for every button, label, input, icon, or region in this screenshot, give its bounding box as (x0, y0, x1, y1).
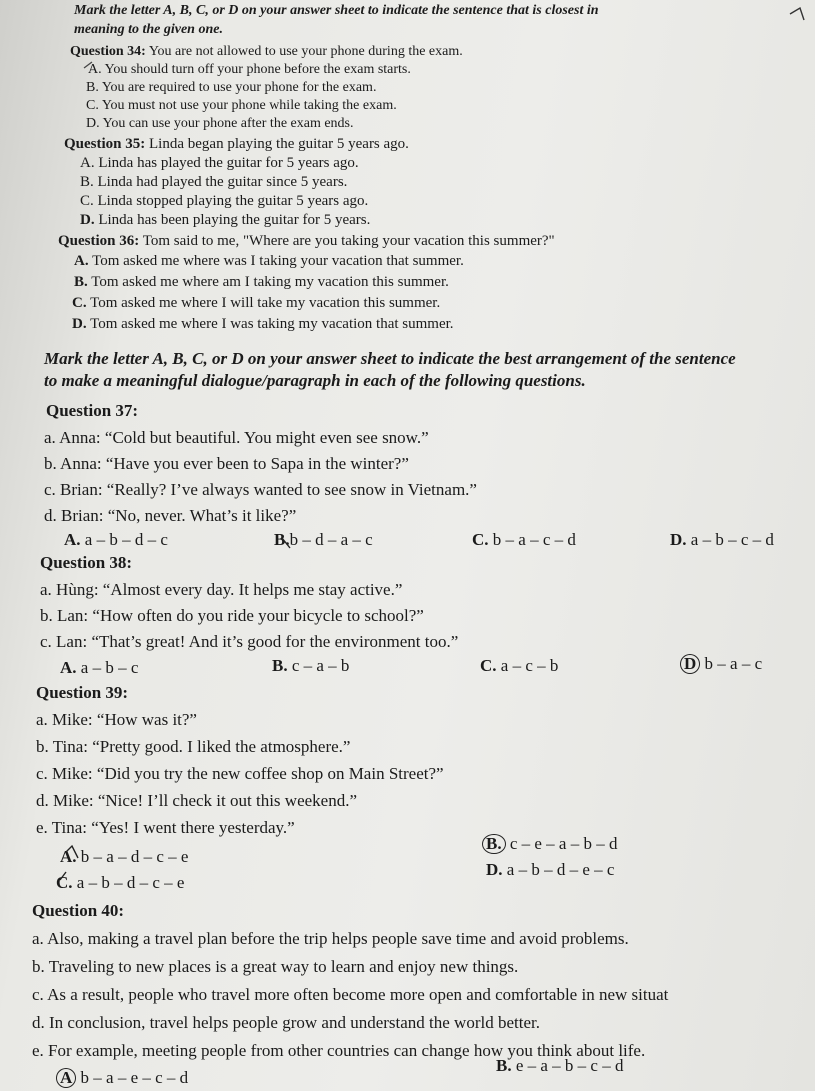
question-34-stem: You are not allowed to use your phone during the exam. (148, 44, 463, 59)
q36-option-a[interactable]: A. Tom asked me where was I taking your vacation that summer. (74, 253, 464, 269)
question-35-stem: Linda began playing the guitar 5 years ago. (149, 136, 409, 152)
q34-option-c[interactable]: C. You must not use your phone while taking the exam. (86, 98, 397, 113)
q35-option-a[interactable]: A. Linda has played the guitar for 5 years ago. (80, 155, 359, 171)
q37-option-c[interactable]: C. b – a – c – d (472, 530, 576, 549)
q35-option-d[interactable]: D. Linda has been playing the guitar for 5 years. (80, 212, 371, 228)
q39-line-b: b. Tina: “Pretty good. I liked the atmosphere.” (36, 737, 351, 756)
option-tick-mark (66, 846, 78, 858)
question-36-label: Question 36: (58, 233, 140, 249)
question-34-label: Question 34: (70, 44, 146, 59)
corner-pencil-mark (790, 8, 804, 20)
q39-option-d[interactable]: D. a – b – d – e – c (486, 860, 615, 879)
q39-line-c: c. Mike: “Did you try the new coffee shop on Main Street?” (36, 764, 444, 783)
q39-line-a: a. Mike: “How was it?” (36, 710, 197, 729)
q35-option-b[interactable]: B. Linda had played the guitar since 5 years. (80, 174, 348, 190)
q37-line-b: b. Anna: “Have you ever been to Sapa in the winter?” (44, 454, 409, 473)
q38-line-a: a. Hùng: “Almost every day. It helps me stay active.” (40, 580, 403, 599)
q40-line-c: c. As a result, people who travel more often become more open and comfortable in new situat (32, 985, 669, 1004)
q40-line-d: d. In conclusion, travel helps people grow and understand the world better. (32, 1013, 540, 1032)
option-tick-mark (282, 538, 290, 548)
q37-line-a: a. Anna: “Cold but beautiful. You might even see snow.” (44, 428, 429, 447)
instruction-2-line-2: to make a meaningful dialogue/paragraph in each of the following questions. (44, 371, 586, 390)
q39-option-a[interactable]: A. b – a – d – c – e (60, 847, 189, 866)
question-40-label: Question 40: (32, 901, 125, 920)
q38-option-a[interactable]: A. a – b – c (60, 658, 139, 677)
instruction-1-line-2: meaning to the given one. (74, 22, 223, 37)
option-tick-mark (84, 62, 92, 68)
q40-option-b[interactable]: B. e – a – b – c – d (496, 1056, 624, 1075)
q39-option-b[interactable]: B. c – e – a – b – d (482, 834, 617, 854)
q40-line-b: b. Traveling to new places is a great way to learn and enjoy new things. (32, 957, 519, 976)
q34-option-d[interactable]: D. You can use your phone after the exam ends. (86, 116, 354, 131)
q35-option-c[interactable]: C. Linda stopped playing the guitar 5 years ago. (80, 193, 369, 209)
selected-answer-circle: A (56, 1068, 76, 1088)
question-35-label: Question 35: (64, 136, 146, 152)
q38-option-d[interactable]: D b – a – c (680, 654, 762, 674)
q39-line-e: e. Tina: “Yes! I went there yesterday.” (36, 818, 295, 837)
instruction-1-line-1: Mark the letter A, B, C, or D on your answer sheet to indicate the sentence that is closest in (74, 3, 599, 18)
instruction-2-line-1: Mark the letter A, B, C, or D on your answer sheet to indicate the best arrangement of the sentence (44, 349, 736, 368)
q38-line-b: b. Lan: “How often do you ride your bicycle to school?” (40, 606, 424, 625)
question-36-stem: Tom said to me, "Where are you taking your vacation this summer?" (142, 233, 555, 249)
q34-option-b[interactable]: B. You are required to use your phone for the exam. (86, 80, 377, 95)
q37-line-c: c. Brian: “Really? I’ve always wanted to see snow in Vietnam.” (44, 480, 477, 499)
q38-option-b[interactable]: B. c – a – b (272, 656, 350, 675)
q40-option-a[interactable]: A b – a – e – c – d (56, 1068, 188, 1088)
q36-option-d[interactable]: D. Tom asked me where I was taking my vacation that summer. (72, 316, 454, 332)
q37-option-a[interactable]: A. a – b – d – c (64, 530, 168, 549)
question-37-label: Question 37: (46, 401, 139, 420)
option-tick-mark (60, 872, 66, 880)
question-39-label: Question 39: (36, 683, 129, 702)
question-38-label: Question 38: (40, 553, 133, 572)
q39-line-d: d. Mike: “Nice! I’ll check it out this weekend.” (36, 791, 357, 810)
q37-line-d: d. Brian: “No, never. What’s it like?” (44, 506, 297, 525)
q37-option-b[interactable]: B.b – d – a – c (274, 530, 373, 549)
q36-option-b[interactable]: B. Tom asked me where am I taking my vacation this summer. (74, 274, 449, 290)
q38-option-c[interactable]: C. a – c – b (480, 656, 559, 675)
q39-option-c[interactable]: C. a – b – d – c – e (56, 873, 185, 892)
q34-option-a[interactable]: A. You should turn off your phone before the exam starts. (88, 62, 411, 77)
q36-option-c[interactable]: C. Tom asked me where I will take my vacation this summer. (72, 295, 441, 311)
q37-option-d[interactable]: D. a – b – c – d (670, 530, 774, 549)
selected-answer-circle: D (680, 654, 700, 674)
q40-line-a: a. Also, making a travel plan before the trip helps people save time and avoid problems. (32, 929, 629, 948)
q38-line-c: c. Lan: “That’s great! And it’s good for the environment too.” (40, 632, 459, 651)
selected-answer-circle: B. (482, 834, 506, 854)
q40-line-e: e. For example, meeting people from other countries can change how you think about life. (32, 1041, 646, 1060)
